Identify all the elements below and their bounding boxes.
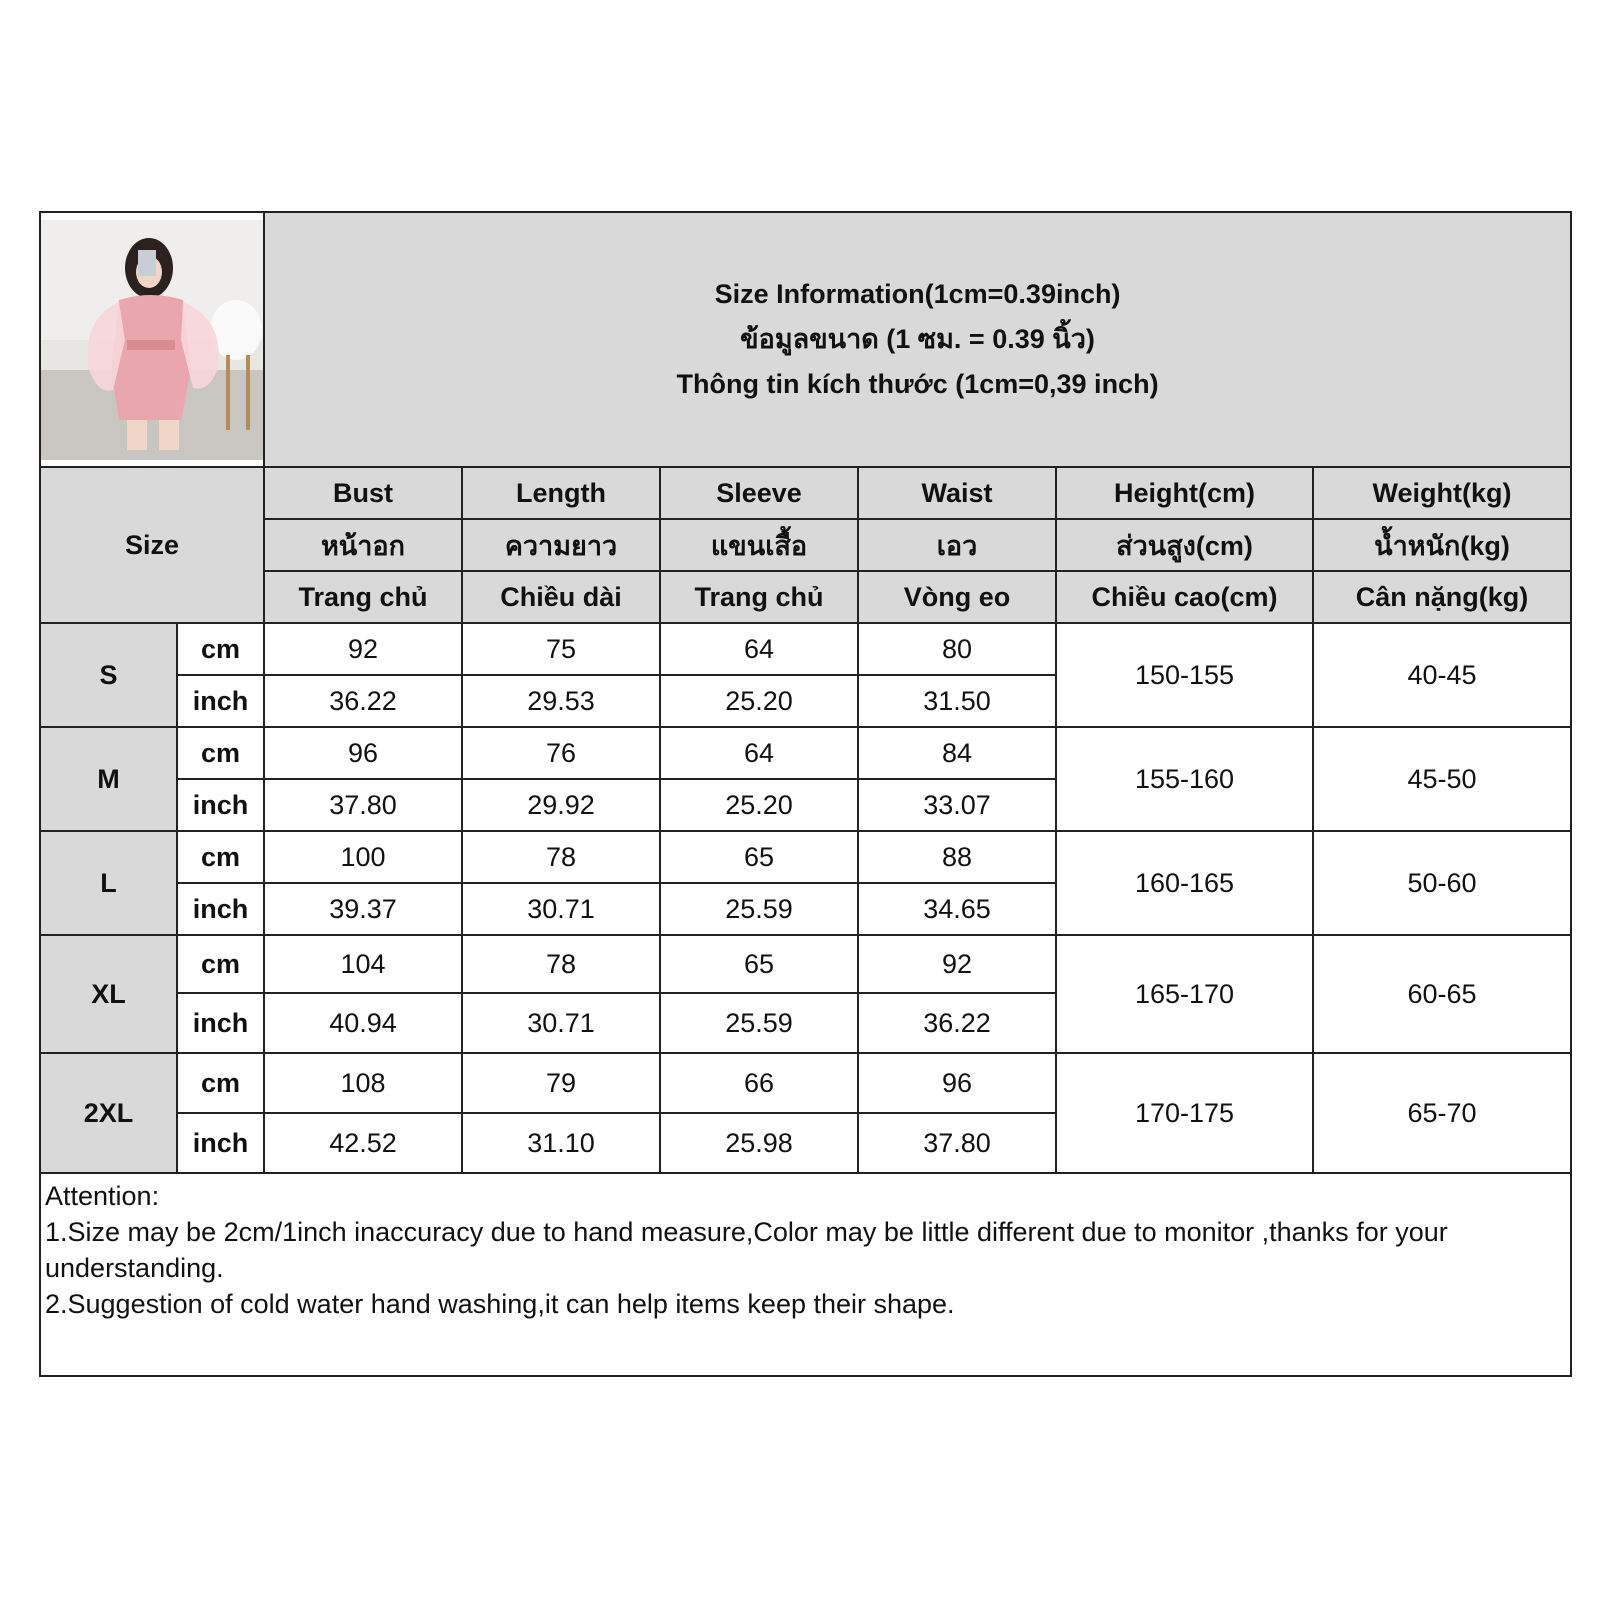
unit-label: cm	[177, 1053, 264, 1113]
measurement-cell: 88	[858, 831, 1056, 883]
measurement-cell: 84	[858, 727, 1056, 779]
column-header-english: Bust	[264, 467, 462, 519]
height-range: 155-160	[1056, 727, 1313, 831]
header-row-th	[40, 519, 1571, 571]
height-range: 160-165	[1056, 831, 1313, 935]
column-header-vietnamese: Cân nặng(kg)	[1313, 571, 1571, 623]
measurement-cell: 64	[660, 727, 858, 779]
measurement-cell: 96	[858, 1053, 1056, 1113]
measurement-cell: 37.80	[858, 1113, 1056, 1173]
note-line-1: 1.Size may be 2cm/1inch inaccuracy due to hand measure,Color may be little different due to monitor ,thanks for your understanding.	[45, 1217, 1448, 1283]
measurement-cell: 36.22	[264, 675, 462, 727]
column-header-thai: เอว	[858, 519, 1056, 571]
measurement-cell: 78	[462, 935, 660, 993]
product-photo-cell	[40, 212, 264, 467]
unit-label: inch	[177, 993, 264, 1053]
column-header-vietnamese: Vòng eo	[858, 571, 1056, 623]
unit-label: inch	[177, 1113, 264, 1173]
column-header-english: Weight(kg)	[1313, 467, 1571, 519]
size-name: S	[40, 623, 177, 727]
column-header-vietnamese: Trang chủ	[264, 571, 462, 623]
size-name: L	[40, 831, 177, 935]
height-range: 170-175	[1056, 1053, 1313, 1173]
size-row-cm	[40, 1053, 1571, 1113]
measurement-cell: 25.20	[660, 779, 858, 831]
header-row-en	[40, 467, 1571, 519]
column-header-vietnamese: Trang chủ	[660, 571, 858, 623]
measurement-cell: 29.92	[462, 779, 660, 831]
measurement-cell: 42.52	[264, 1113, 462, 1173]
column-header-thai: ความยาว	[462, 519, 660, 571]
measurement-cell: 25.98	[660, 1113, 858, 1173]
measurement-cell: 65	[660, 935, 858, 993]
measurement-cell: 29.53	[462, 675, 660, 727]
measurement-cell: 66	[660, 1053, 858, 1113]
title-vietnamese: Thông tin kích thước (1cm=0,39 inch)	[676, 369, 1159, 399]
size-chart-table	[39, 211, 1572, 1377]
measurement-cell: 65	[660, 831, 858, 883]
measurement-cell: 80	[858, 623, 1056, 675]
size-column-label: Size	[40, 467, 264, 623]
size-info-header	[264, 212, 1571, 467]
measurement-cell: 78	[462, 831, 660, 883]
measurement-cell: 36.22	[858, 993, 1056, 1053]
weight-range: 45-50	[1313, 727, 1571, 831]
size-name: M	[40, 727, 177, 831]
measurement-cell: 108	[264, 1053, 462, 1113]
attention-heading: Attention:	[45, 1181, 160, 1211]
weight-range: 40-45	[1313, 623, 1571, 727]
unit-label: cm	[177, 831, 264, 883]
measurement-cell: 30.71	[462, 883, 660, 935]
attention-notes	[40, 1173, 1571, 1376]
unit-label: inch	[177, 779, 264, 831]
column-header-thai: หน้าอก	[264, 519, 462, 571]
unit-label: cm	[177, 935, 264, 993]
size-row-cm	[40, 935, 1571, 993]
column-header-thai: น้ำหนัก(kg)	[1313, 519, 1571, 571]
unit-label: inch	[177, 883, 264, 935]
note-line-2: 2.Suggestion of cold water hand washing,it can help items keep their shape.	[45, 1289, 955, 1319]
column-header-english: Sleeve	[660, 467, 858, 519]
measurement-cell: 79	[462, 1053, 660, 1113]
measurement-cell: 96	[264, 727, 462, 779]
column-header-thai: ส่วนสูง(cm)	[1056, 519, 1313, 571]
height-range: 165-170	[1056, 935, 1313, 1053]
size-name: 2XL	[40, 1053, 177, 1173]
measurement-cell: 25.59	[660, 883, 858, 935]
size-row-cm	[40, 727, 1571, 779]
measurement-cell: 104	[264, 935, 462, 993]
measurement-cell: 30.71	[462, 993, 660, 1053]
measurement-cell: 25.20	[660, 675, 858, 727]
product-photo	[41, 220, 263, 460]
measurement-cell: 76	[462, 727, 660, 779]
height-range: 150-155	[1056, 623, 1313, 727]
measurement-cell: 31.50	[858, 675, 1056, 727]
title-thai: ข้อมูลขนาด (1 ซม. = 0.39 นิ้ว)	[740, 324, 1095, 354]
column-header-thai: แขนเสื้อ	[660, 519, 858, 571]
column-header-english: Height(cm)	[1056, 467, 1313, 519]
column-header-vietnamese: Chiều cao(cm)	[1056, 571, 1313, 623]
measurement-cell: 64	[660, 623, 858, 675]
notes-row	[40, 1173, 1571, 1376]
weight-range: 50-60	[1313, 831, 1571, 935]
measurement-cell: 39.37	[264, 883, 462, 935]
column-header-english: Waist	[858, 467, 1056, 519]
measurement-cell: 33.07	[858, 779, 1056, 831]
unit-label: inch	[177, 675, 264, 727]
size-row-cm	[40, 831, 1571, 883]
measurement-cell: 92	[264, 623, 462, 675]
weight-range: 60-65	[1313, 935, 1571, 1053]
title-english: Size Information(1cm=0.39inch)	[714, 279, 1121, 309]
measurement-cell: 92	[858, 935, 1056, 993]
size-row-cm	[40, 623, 1571, 675]
measurement-cell: 25.59	[660, 993, 858, 1053]
column-header-english: Length	[462, 467, 660, 519]
measurement-cell: 40.94	[264, 993, 462, 1053]
measurement-cell: 31.10	[462, 1113, 660, 1173]
header-row-vi	[40, 571, 1571, 623]
unit-label: cm	[177, 623, 264, 675]
weight-range: 65-70	[1313, 1053, 1571, 1173]
unit-label: cm	[177, 727, 264, 779]
measurement-cell: 100	[264, 831, 462, 883]
column-header-vietnamese: Chiều dài	[462, 571, 660, 623]
measurement-cell: 37.80	[264, 779, 462, 831]
size-name: XL	[40, 935, 177, 1053]
measurement-cell: 75	[462, 623, 660, 675]
measurement-cell: 34.65	[858, 883, 1056, 935]
